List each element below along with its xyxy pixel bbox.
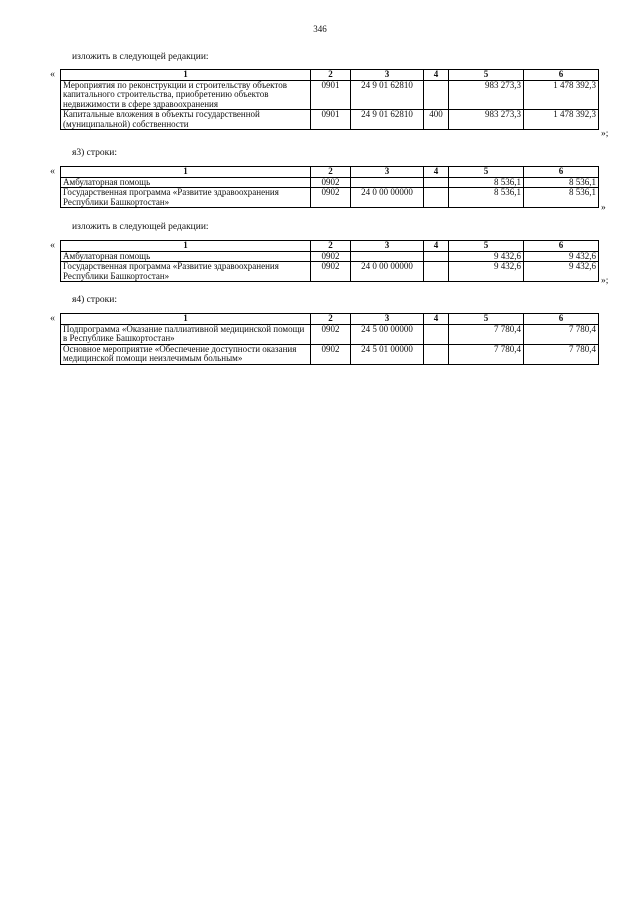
expense-type <box>424 325 449 345</box>
intro-text: изложить в следующей редакции: <box>72 52 209 62</box>
page-number: 346 <box>313 24 327 34</box>
amount-6: 7 780,4 <box>524 344 599 364</box>
table-row <box>61 252 599 262</box>
target-code: 24 9 01 62810 <box>351 110 424 130</box>
column-header: 4 <box>424 167 449 178</box>
amount-6: 9 432,6 <box>524 252 599 262</box>
column-header: 6 <box>524 241 599 252</box>
table-row <box>61 178 599 188</box>
table-row <box>61 110 599 130</box>
budget-table <box>60 166 599 208</box>
column-header: 4 <box>424 70 449 81</box>
column-header: 5 <box>449 167 524 178</box>
budget-table <box>60 313 599 365</box>
expense-type: 400 <box>424 110 449 130</box>
column-header: 4 <box>424 314 449 325</box>
column-header: 5 <box>449 70 524 81</box>
expense-type <box>424 262 449 282</box>
table-row <box>61 188 599 208</box>
amount-5: 983 273,3 <box>449 110 524 130</box>
closing-quote: » <box>601 203 606 213</box>
opening-quote: « <box>50 166 55 177</box>
amount-6: 7 780,4 <box>524 325 599 345</box>
column-header: 1 <box>61 70 311 81</box>
item-name: Государственная программа «Развитие здравоохранения Республики Башкортостан» <box>61 188 311 208</box>
section-code: 0902 <box>311 188 351 208</box>
intro-text: изложить в следующей редакции: <box>72 222 209 232</box>
column-header: 6 <box>524 167 599 178</box>
column-header: 6 <box>524 70 599 81</box>
target-code: 24 0 00 00000 <box>351 188 424 208</box>
amount-6: 8 536,1 <box>524 188 599 208</box>
column-header: 2 <box>311 70 351 81</box>
column-header: 4 <box>424 241 449 252</box>
budget-table <box>60 69 599 130</box>
expense-type <box>424 344 449 364</box>
target-code: 24 9 01 62810 <box>351 81 424 110</box>
section-code: 0902 <box>311 325 351 345</box>
target-code <box>351 178 424 188</box>
column-header: 1 <box>61 314 311 325</box>
column-header: 5 <box>449 241 524 252</box>
amount-5: 8 536,1 <box>449 188 524 208</box>
section-code: 0902 <box>311 178 351 188</box>
column-header: 5 <box>449 314 524 325</box>
section-code: 0902 <box>311 262 351 282</box>
section-code: 0902 <box>311 344 351 364</box>
budget-table <box>60 240 599 282</box>
column-header: 1 <box>61 241 311 252</box>
amount-6: 1 478 392,3 <box>524 81 599 110</box>
header-row <box>61 70 599 81</box>
table-row <box>61 325 599 345</box>
opening-quote: « <box>50 240 55 251</box>
expense-type <box>424 178 449 188</box>
target-code: 24 0 00 00000 <box>351 262 424 282</box>
item-name: Подпрограмма «Оказание паллиативной медицинской помощи в Республике Башкортостан» <box>61 325 311 345</box>
amount-5: 9 432,6 <box>449 252 524 262</box>
header-row <box>61 314 599 325</box>
item-name: Основное мероприятие «Обеспечение доступности оказания медицинской помощи неизлечимым больным» <box>61 344 311 364</box>
column-header: 3 <box>351 314 424 325</box>
item-name: Капитальные вложения в объекты государственной (муниципальной) собственности <box>61 110 311 130</box>
expense-type <box>424 188 449 208</box>
section-code: 0901 <box>311 110 351 130</box>
target-code: 24 5 01 00000 <box>351 344 424 364</box>
header-row <box>61 241 599 252</box>
column-header: 2 <box>311 314 351 325</box>
table-row <box>61 81 599 110</box>
target-code: 24 5 00 00000 <box>351 325 424 345</box>
section-code: 0902 <box>311 252 351 262</box>
section-code: 0901 <box>311 81 351 110</box>
amount-6: 1 478 392,3 <box>524 110 599 130</box>
amount-6: 8 536,1 <box>524 178 599 188</box>
opening-quote: « <box>50 69 55 80</box>
item-name: Мероприятия по реконструкции и строительству объектов капитального строительства, приобретению объектов недвижимости в сфере здравоохранения <box>61 81 311 110</box>
table-row <box>61 344 599 364</box>
amount-5: 8 536,1 <box>449 178 524 188</box>
column-header: 3 <box>351 241 424 252</box>
amount-5: 9 432,6 <box>449 262 524 282</box>
closing-quote: »; <box>601 276 609 286</box>
closing-quote: »; <box>601 129 609 139</box>
intro-text: я4) строки: <box>72 295 117 305</box>
item-name: Государственная программа «Развитие здравоохранения Республики Башкортостан» <box>61 262 311 282</box>
column-header: 3 <box>351 70 424 81</box>
amount-6: 9 432,6 <box>524 262 599 282</box>
target-code <box>351 252 424 262</box>
amount-5: 7 780,4 <box>449 325 524 345</box>
item-name: Амбулаторная помощь <box>61 178 311 188</box>
intro-text: я3) строки: <box>72 148 117 158</box>
column-header: 2 <box>311 241 351 252</box>
opening-quote: « <box>50 313 55 324</box>
column-header: 1 <box>61 167 311 178</box>
header-row <box>61 167 599 178</box>
column-header: 3 <box>351 167 424 178</box>
table-row <box>61 262 599 282</box>
item-name: Амбулаторная помощь <box>61 252 311 262</box>
column-header: 6 <box>524 314 599 325</box>
expense-type <box>424 81 449 110</box>
expense-type <box>424 252 449 262</box>
amount-5: 983 273,3 <box>449 81 524 110</box>
column-header: 2 <box>311 167 351 178</box>
amount-5: 7 780,4 <box>449 344 524 364</box>
